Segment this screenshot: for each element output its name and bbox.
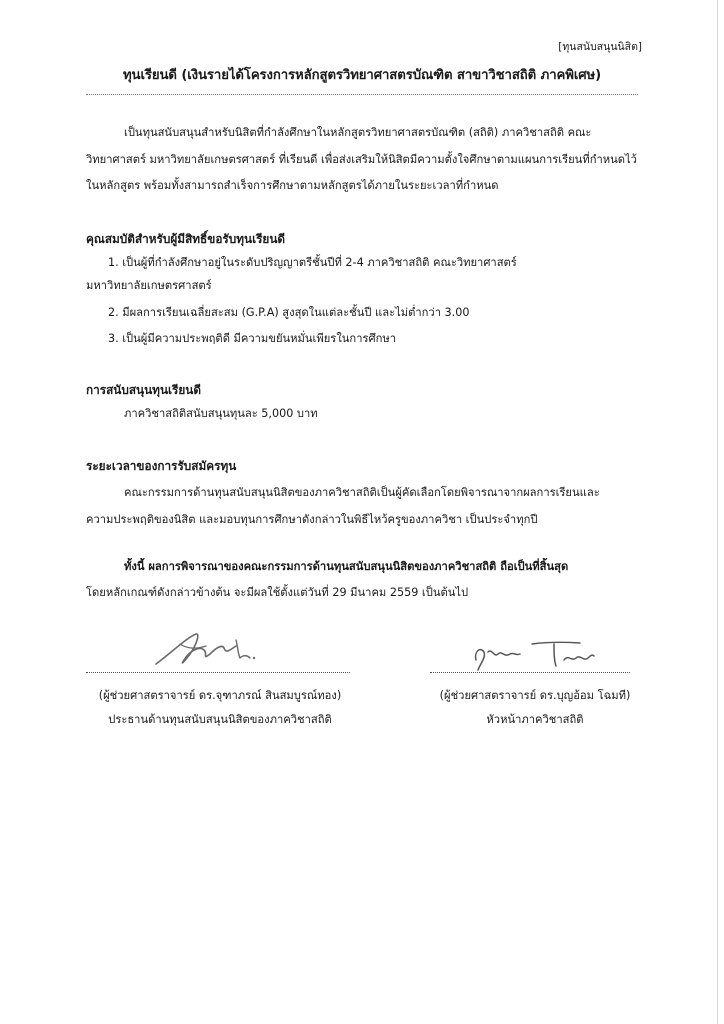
title-divider	[86, 94, 638, 95]
period-text-line-1: คณะกรรมการด้านทุนสนับสนุนนิสิตของภาควิชาสถิติเป็นผู้คัดเลือกโดยพิจารณาจากผลการเรียนและ	[124, 486, 600, 499]
department-head-position: หัวหน้าภาควิชาสถิติ	[486, 713, 584, 726]
period-heading: ระยะเวลาของการรับสมัครทุน	[86, 459, 237, 473]
intro-paragraph: เป็นทุนสนับสนุนสำหรับนิสิตที่กำลังศึกษาในหลักสูตรวิทยาศาสตรบัณฑิต (สถิติ) ภาควิชาสถิติ คณะวิทยาศาสตร์ มหาวิทยาลัยเกษตรศาสตร์ ที่เรียนดี เพื่อส่งเสริมให้นิสิตมีความตั้งใจศึกษาตามแผนการเรียนที่กำหนดไว้ในหลักสูตร พร้อมทั้งสามารถสำเร็จการศึกษาตามหลักสูตรได้ภายในระยะเวลาที่กำหนด	[86, 126, 637, 192]
qualification-item-1-continued: มหาวิทยาลัยเกษตรศาสตร์	[86, 279, 212, 292]
period-text-line-2: ความประพฤติของนิสิต และมอบทุนการศึกษาดังกล่าวในพิธีไหว้ครูของภาควิชา เป็นประจำทุกปี	[86, 513, 538, 526]
document-category-tag: [ทุนสนับสนุนนิสิต]	[558, 41, 642, 53]
conclusion-line-2: โดยหลักเกณฑ์ดังกล่าวข้างต้น จะมีผลใช้ตั้งแต่วันที่ 29 มีนาคม 2559 เป็นต้นไป	[86, 586, 469, 599]
chairperson-position: ประธานด้านทุนสนับสนุนนิสิตของภาควิชาสถิติ	[108, 713, 332, 726]
signature-line-chairperson	[86, 672, 350, 673]
signature-line-department-head	[430, 672, 630, 673]
page-edge-line	[717, 0, 718, 1024]
department-head-name: (ผู้ช่วยศาสตราจารย์ ดร.บุญอ้อม โฉมที)	[439, 689, 631, 702]
chairperson-name: (ผู้ช่วยศาสตราจารย์ ดร.จุฑาภรณ์ สินสมบูรณ์ทอง)	[98, 689, 342, 702]
signature-chairperson	[150, 624, 260, 674]
qualification-item-2: 2. มีผลการเรียนเฉลี่ยสะสม (G.P.A) สูงสุดในแต่ละชั้นปี และไม่ต่ำกว่า 3.00	[108, 306, 470, 319]
support-amount-text: ภาควิชาสถิติสนับสนุนทุนละ 5,000 บาท	[124, 407, 318, 420]
support-heading: การสนับสนุนทุนเรียนดี	[86, 383, 202, 397]
qualifications-heading: คุณสมบัติสำหรับผู้มีสิทธิ์ขอรับทุนเรียนดี	[86, 232, 286, 246]
qualification-item-1: 1. เป็นผู้ที่กำลังศึกษาอยู่ในระดับปริญญาตรีชั้นปีที่ 2-4 ภาควิชาสถิติ คณะวิทยาศาสตร์	[108, 256, 517, 269]
qualification-item-3: 3. เป็นผู้มีความประพฤติดี มีความขยันหมั่นเพียรในการศึกษา	[108, 332, 397, 345]
document-title: ทุนเรียนดี (เงินรายได้โครงการหลักสูตรวิทยาศาสตรบัณฑิต สาขาวิชาสถิติ ภาคพิเศษ)	[122, 68, 602, 83]
signature-department-head	[468, 636, 608, 676]
conclusion-line-1: ทั้งนี้ ผลการพิจารณาของคณะกรรมการด้านทุนสนับสนุนนิสิตของภาควิชาสถิติ ถือเป็นที่สิ้นสุด	[124, 560, 569, 573]
